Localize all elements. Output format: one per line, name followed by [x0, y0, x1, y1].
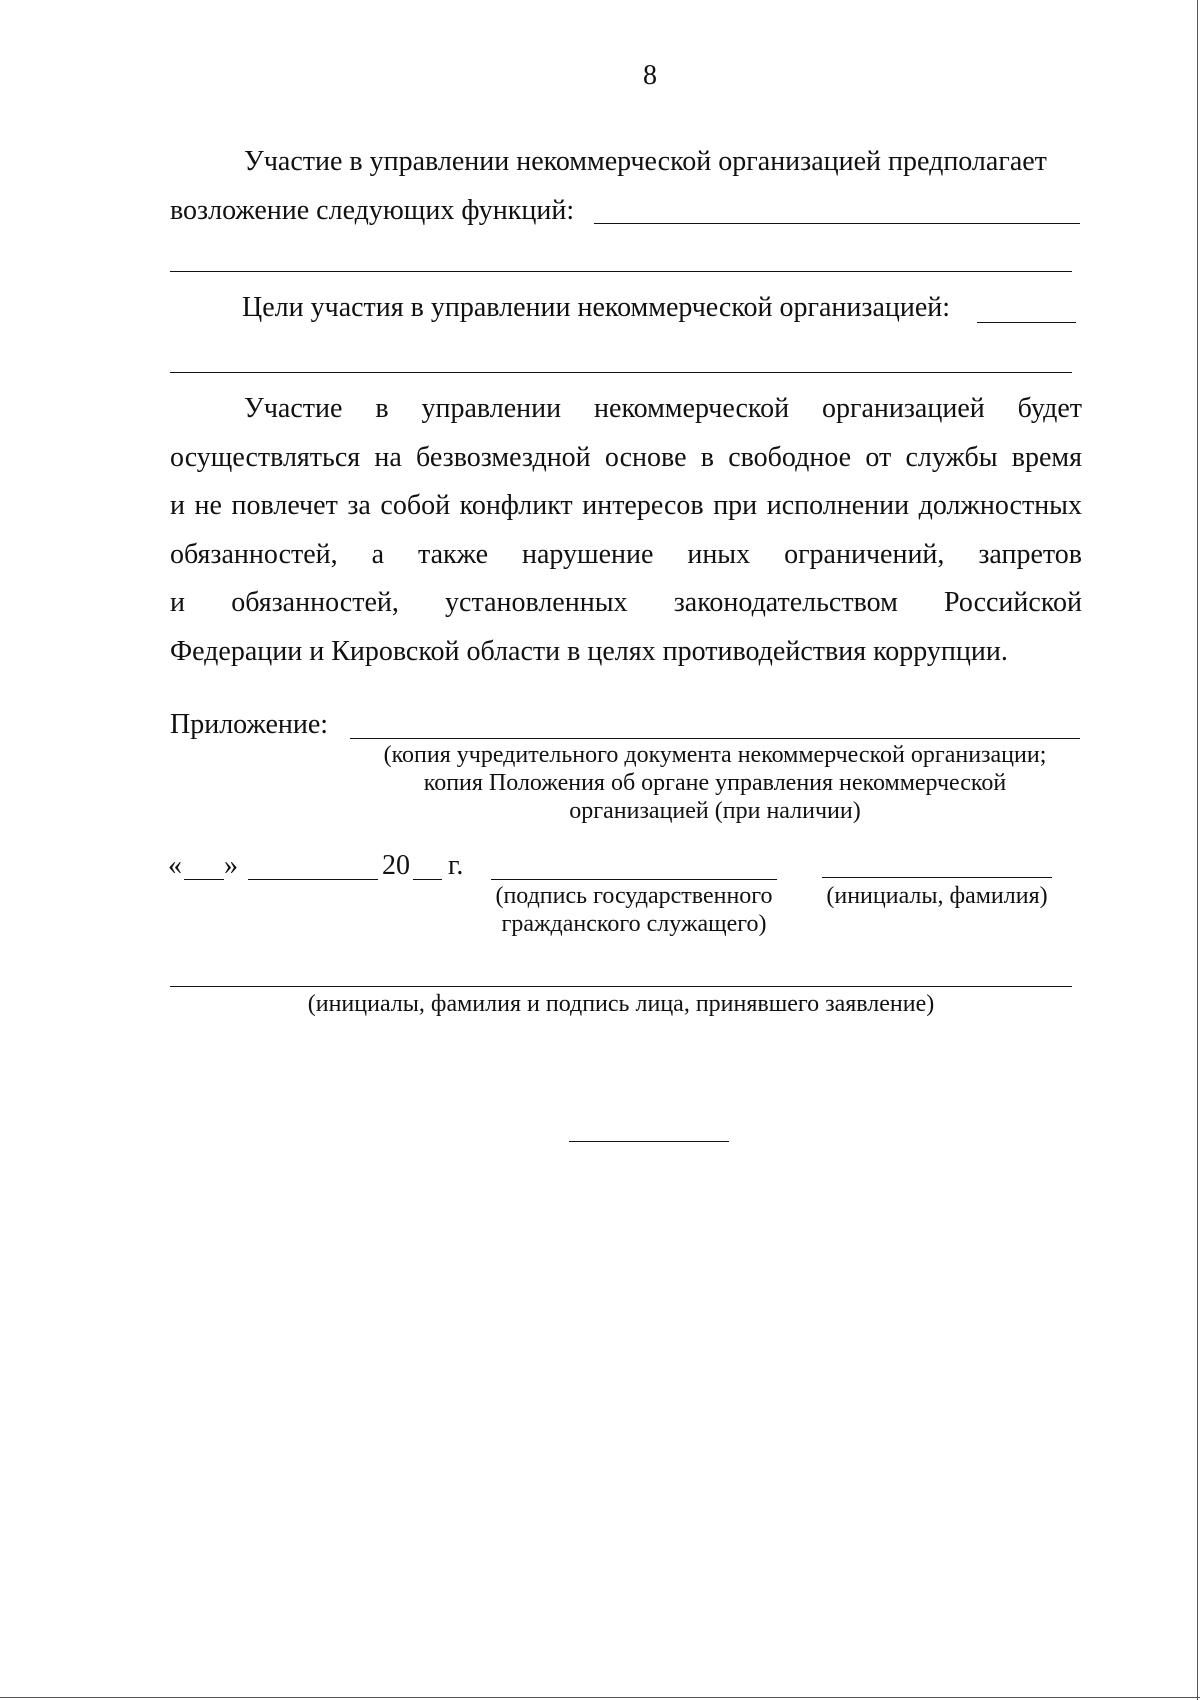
- para3-line3: и не повлечет за собой конфликт интересов при исполнении должностных: [170, 490, 1082, 521]
- signature-hint-line1: (подпись государственного: [495, 883, 773, 909]
- appendix-hint-line2: копия Положения об органе управления некоммерческой: [423, 770, 1007, 796]
- date-year-field[interactable]: [413, 879, 442, 880]
- para1-line2: возложение следующих функций:: [170, 195, 575, 226]
- goals-field[interactable]: [977, 322, 1076, 323]
- functions-field-continuation[interactable]: [170, 271, 1072, 272]
- appendix-hint-line3: организацией (при наличии): [569, 798, 861, 824]
- goals-field-continuation[interactable]: [170, 372, 1072, 373]
- para3-line2: осуществляться на безвозмездной основе в свободное от службы время: [170, 442, 1082, 473]
- para3-line1: Участие в управлении некоммерческой организацией будет: [244, 393, 1082, 424]
- para2-line1: Цели участия в управлении некоммерческой организацией:: [242, 292, 951, 323]
- signature-hint-line2: гражданского служащего): [501, 911, 767, 937]
- scan-frame-right: [1197, 0, 1198, 1700]
- para1-line1: Участие в управлении некоммерческой организацией предполагает: [244, 146, 1047, 177]
- appendix-hint-line1: (копия учредительного документа некоммерческой организации;: [383, 742, 1047, 768]
- initials-field[interactable]: [822, 877, 1052, 878]
- date-month-field[interactable]: [248, 879, 378, 880]
- signature-field[interactable]: [491, 879, 777, 880]
- date-year-suffix: г.: [448, 850, 464, 881]
- para3-line4: обязанностей, а также нарушение иных ограничений, запретов: [170, 539, 1082, 570]
- functions-field[interactable]: [594, 223, 1080, 224]
- date-close-quote: »: [224, 850, 238, 881]
- date-year-prefix: 20: [382, 850, 410, 881]
- initials-hint: (инициалы, фамилия): [826, 883, 1048, 909]
- end-separator: [569, 1141, 729, 1142]
- acceptor-field[interactable]: [170, 986, 1072, 987]
- date-day-field[interactable]: [184, 879, 224, 880]
- appendix-label: Приложение:: [170, 709, 329, 740]
- appendix-field[interactable]: [350, 738, 1080, 739]
- para3-line6: Федерации и Кировской области в целях противодействия коррупции.: [170, 636, 1008, 667]
- page-number: 8: [643, 60, 657, 91]
- scan-frame-bottom: [0, 1697, 1200, 1698]
- date-open-quote: «: [168, 850, 182, 881]
- acceptor-hint: (инициалы, фамилия и подпись лица, принявшего заявление): [307, 991, 935, 1017]
- para3-line5: и обязанностей, установленных законодательством Российской: [170, 587, 1082, 618]
